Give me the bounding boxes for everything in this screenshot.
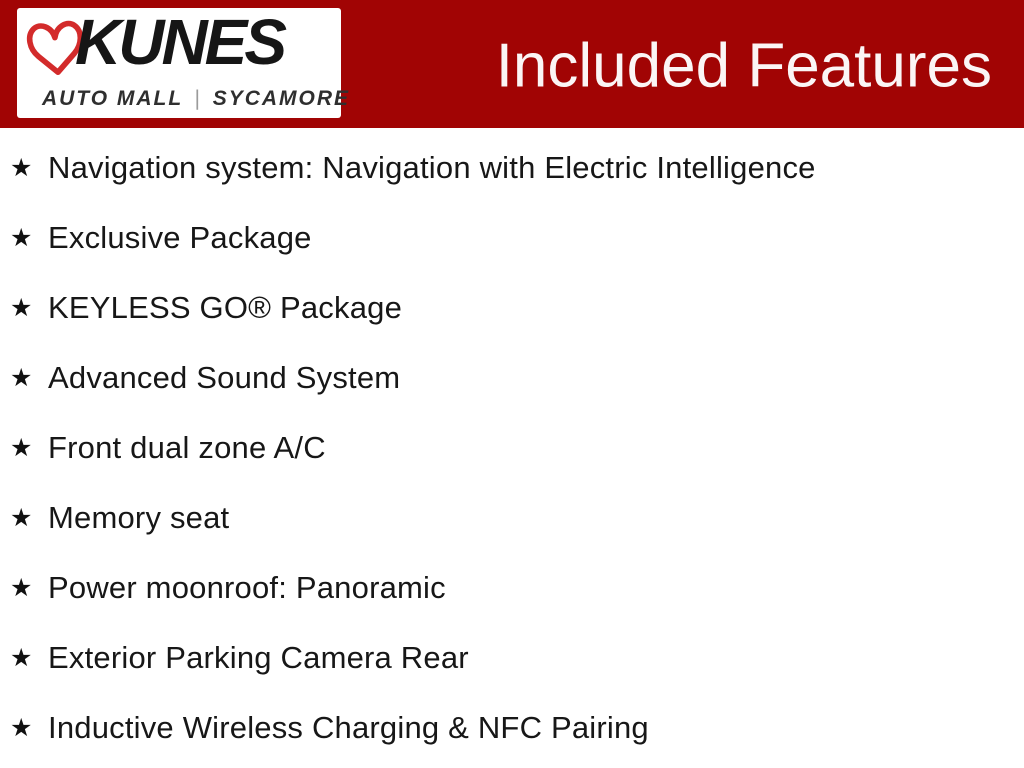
star-bullet-icon: ★ [10,503,33,532]
feature-label: Exterior Parking Camera Rear [48,640,469,675]
logo-subtitle-divider: | [194,87,202,110]
star-bullet-icon: ★ [10,363,33,392]
feature-label: Inductive Wireless Charging & NFC Pairing [48,710,649,745]
features-list [0,128,1024,763]
logo-subtitle-right: SYCAMORE [212,87,351,110]
header-band [0,0,1024,128]
star-bullet-icon: ★ [10,433,33,462]
feature-item [0,203,1024,273]
star-bullet-icon: ★ [10,573,33,602]
feature-label: Navigation system: Navigation with Electric Intelligence [48,150,816,185]
feature-label: Memory seat [48,500,230,535]
feature-item [0,693,1024,763]
feature-label: Power moonroof: Panoramic [48,570,446,605]
feature-label: Front dual zone A/C [48,430,326,465]
feature-label: Exclusive Package [48,220,312,255]
logo-subtitle [17,87,351,111]
feature-item [0,343,1024,413]
feature-label: KEYLESS GO® Package [48,290,403,325]
star-bullet-icon: ★ [10,643,33,672]
star-bullet-icon: ★ [10,153,33,182]
feature-label: Advanced Sound System [48,360,401,395]
feature-item [0,133,1024,203]
page-title: Included Features [495,31,992,101]
star-bullet-icon: ★ [10,223,33,252]
feature-item [0,273,1024,343]
logo-subtitle-left: AUTO MALL [41,87,184,110]
feature-item [0,483,1024,553]
star-bullet-icon: ★ [10,293,33,322]
feature-item [0,413,1024,483]
brand-wordmark: KUNES [75,6,285,78]
star-bullet-icon: ★ [10,713,33,742]
dealer-logo [17,6,351,118]
feature-item [0,623,1024,693]
feature-item [0,553,1024,623]
